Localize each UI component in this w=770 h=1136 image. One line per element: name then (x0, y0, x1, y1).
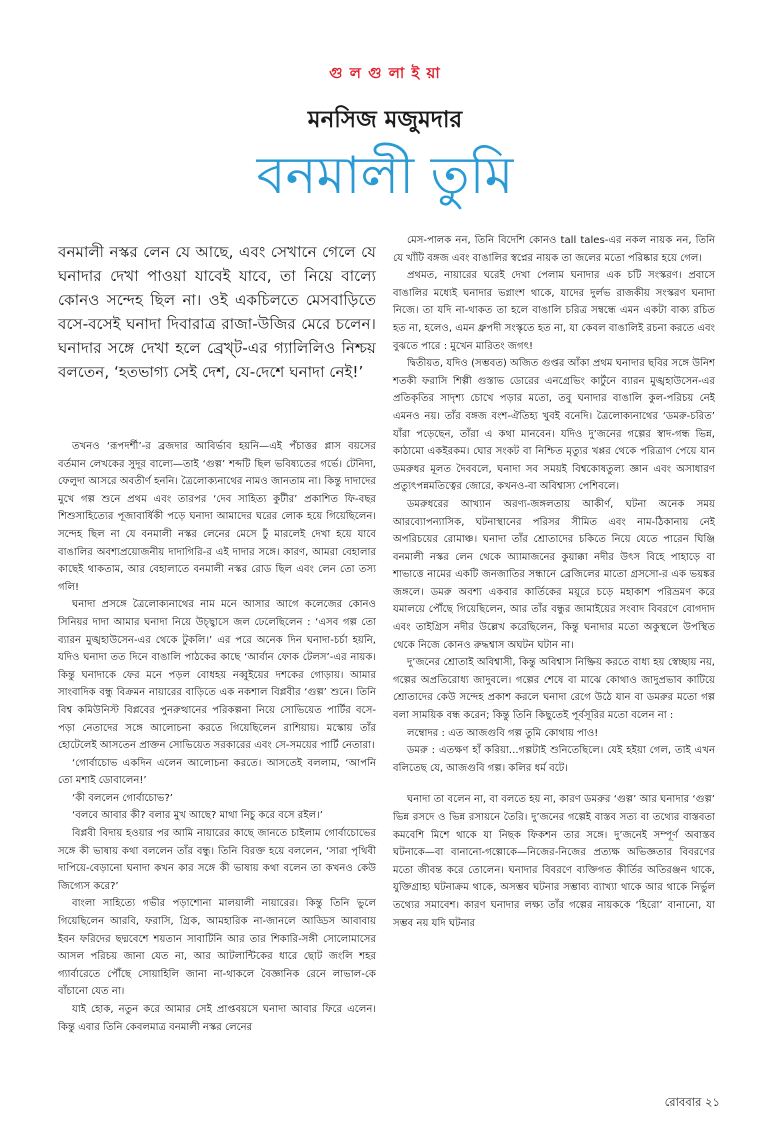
lead-paragraph: বনমালী নস্কর লেন যে আছে, এবং সেখানে গেলে যে ঘনাদার দেখা পাওয়া যাবেই যাবে, তা নিয়ে বাল্যে কোনও সন্দেহ ছিল না। ওই একচিলতে মেসবাড়িতে বসে-বসেই ঘনাদা দিবারাত্র রাজা-উজির মেরে চলেন। ঘনাদার সঙ্গে দেখা হলে ব্রেখ্‌ট-এর গ্যালিলিও নিশ্চয় বলতেন, ‘হতভাগ্য সেই দেশ, যে-দেশে ঘনাদা নেই!’ (58, 243, 376, 381)
body-paragraph: ‘বলবে আবার কী? বলার মুখ আছে? মাথা নিচু করে বসে রইল।’ (72, 810, 323, 822)
body-paragraph: বিপ্লবী বিদায় হওয়ার পর আমি নায়ারের কাছে জানতে চাইলাম গোর্বাচোভের সঙ্গে কী ভাষায় কথা বললেন তাঁর বন্ধু। তিনি বিরক্ত হয়ে বললেন, ‘সারা পৃথিবী দাপিয়ে-বেড়ানো ঘনাদা কখন কার সঙ্গে কী ভাষায় কথা বলেন তা কখনও কেউ জিগ্যেস করে?’ (58, 828, 376, 892)
body-paragraph: দু’জনের শ্রোতাই অবিশ্বাসী, কিন্তু অবিশ্বাস নিষ্ক্রিয় করতে বাধ্য হয় স্বেচ্ছায় নয়, গল্পের অপ্রতিরোধ্য জাদুবলে। গল্পের শেষে বা মাঝে কোথাও জাদুপ্রভাব কাটিয়ে শ্রোতাদের কেউ সন্দেহ প্রকাশ করলে ঘনাদা রেগে উঠে যান বা ডমরুর মতো গল্প বলা সাময়িক বন্ধ করেন; কিন্তু তিনি কিছুতেই পূর্বসূরির মতো বলেন না : (393, 657, 715, 722)
article-title: বনমালী তুমি (256, 146, 514, 206)
body-paragraph: প্রথমত, নায়ারের ঘরেই দেখা পেলাম ঘনাদার এক চটি সংস্করণ। প্রবাসে বাঙালির মধ্যেই ঘনাদার ভগ্নাংশ থাকে, যাদের দুর্লভ রাজকীয় সংস্করণ ঘনাদা নিজে। তা যদি না-থাকত তা হলে বাঙালি চরিত্র সম্বন্ধে এমন একটা বাক্য রচিত হত না, হলেও, এমন ধ্রুপদী সংস্কৃতে হত না, যা কেবল বাঙালিই রচনা করতে এবং বুঝতে পারে : মুখেন মারিতং জগৎ! (393, 270, 715, 352)
body-paragraph: ‘কী বললেন গোর্বাচোভ?’ (72, 792, 174, 804)
body-paragraph: যাই হোক, নতুন করে আমার সেই প্রাপ্তবয়সে ঘনাদা আবার ফিরে এলেন। কিন্তু এবার তিনি কেবলমাত্র বনমালী নস্কর লেনের (58, 1004, 376, 1033)
body-paragraph: ‘গোর্বাচোভ একদিন এলেন আলোচনা করতে। আসতেই বললাম, ‘আপনি তো মশাই ডোবালেন!’ (58, 757, 376, 787)
dialogue-line: লম্বোদর : এত আজগুবি গল্প তুমি কোথায় পাও! (407, 727, 599, 739)
dialogue-line: ডমরু : এতক্ষণ হাঁ করিয়া...গল্পটাই শুনিতেছিলে। যেই হইয়া গেল, তাই এখন বলিতেছ যে, আজগুবি গল্প। কলির ধর্ম বটে। (393, 745, 715, 774)
author-name: মনসিজ মজুমদার (307, 107, 463, 133)
body-paragraph: ডমরুধরের আখ্যান অরণ্য-জঙ্গলতায় আকীর্ণ, ঘটনা অনেক সময় আরব্যোপন্যাসিক, ঘটনাস্থানের পরিসর সীমিত এবং নাম-ঠিকানায় নেই অপরিচয়ের রোমাঞ্চ। ঘনাদা তাঁর শ্রোতাদের চকিতে নিয়ে যেতে পারেন ঘিঞ্জি বনমালী নস্কর লেন থেকে অ্যামাজনের কুয়াক্কা নদীর উৎস বিহে পাহাড়ে বা শাভাত্তে নামের একটি জনজাতির সন্ধানে ব্রেজিলের মাতো গ্রসসো-র এক ভয়ঙ্কর জঙ্গলে। ডমরু অবশ্য একবার কার্তিকের ময়ূরে চড়ে মহাকাশ পরিভ্রমণ করে যমালয়ে পৌঁছে গিয়েছিলেন, আর তাঁর বন্ধুর জামাইয়ের সংবাদ বিবরণে বোগদাদ এবং তাইগ্রিস নদীর উল্লেখ করেছিলেন, কিন্তু ঘনাদার মতো অকুস্থলে উপস্থিত থেকে নিজে কোনও রুদ্ধশ্বাস অঘটন ঘটান না। (393, 498, 715, 651)
body-paragraph: মেস-পালক নন, তিনি বিদেশি কোনও tall tales-এর নকল নায়ক নন, তিনি যে খাঁটি বঙ্গজ এবং বাঙালির স্বপ্নের নায়ক তা জলের মতো পরিষ্কার হয়ে গেল। (393, 235, 715, 264)
body-paragraph: বাংলা সাহিত্যে গভীর পড়াশোনা মালয়ালী নায়ারের। কিন্তু তিনি ভুলে গিয়েছিলেন আরবি, ফরাসি, গ্রিক, আমহারিক না-জানলে আড্ডিস আবাবায় ইবন ফরিদের ছদ্মবেশে শয়তান সাবাটিনি আর তার শিকারি-সঙ্গী সোলোমাসের আসল পরিচয় জানা যেত না, আর আটলান্টিকের ধারে ছোট জংলি শহর গ্যার্বারেতে পৌঁছে সোয়াহিলি জানা না-থাকলে বৈজ্ঞানিক রেনে লাভাল-কে বাঁচানো যেত না। (58, 898, 376, 998)
page-folio: রোববার ২১ (664, 1095, 720, 1109)
body-paragraph: তখনও ‘রূপদর্শী’-র ব্রজদার আবির্ভাব হয়নি—এই পঁচাত্তর প্লাস বয়সের বর্তমান লেখকের সুদূর বাল্যে—তাই ‘গুল্প’ শব্দটি ছিল ভবিষ্যতের গর্ভে। টেনিদা, ফেলুদা আসরে অবতীর্ণ হননি। ত্রৈলোক্যনাথের নামও জানতাম না। কিন্তু দাদাদের মুখে গল্প শুনে প্রথম এবং তারপর ‘দেব সাহিত্য কুটীর’ প্রকাশিত ফি-বছর শিশুসাহিত্যের পূজাবার্ষিকী পড়ে ঘনাদা আমাদের ঘরের লোক হয়ে গিয়েছিলেন। সন্দেহ ছিল না যে বনমালী নস্কর লেনের মেসে ঢুঁ মারলেই দেখা হয়ে যাবে বাঙালির অবশ্যপ্রয়োজনীয় দাদাগিরি-র এই দাদার সঙ্গে। কারণ, আমরা বেহালার কাছেই থাকতাম, আর বেহালাতে বনমালী নস্কর রোড ছিল এবং লেন তো তস্য গলি! (58, 441, 376, 593)
body-paragraph: ঘনাদা প্রসঙ্গে ত্রৈলোক্যনাথের নাম মনে আসার আগে কলেজের কোনও সিনিয়র দাদা আমার ঘনাদা নিয়ে উচ্ছ্বাসে জল ঢেলেছিলেন : ‘এসব গল্প তো ব্যারন মুঙ্খহাউসেন-এর থেকে টুকলি।’ এর পরে অনেক দিন ঘনাদা-চর্চা হয়নি, যদিও ঘনাদা তত দিনে বাঙালি পাঠকের কাছে ‘আর্বান ফোক টেলস’-এর নায়ক। কিন্তু ঘনাদাকে ফের মনে পড়ল বোধহয় নব্বুইয়ের দশকের গোড়ায়। আমার সাংবাদিক বন্ধু বিক্রমন নায়ারের বাড়িতে এক নকশাল বিপ্লবীর ‘গুল্প’ শুনে। তিনি বিশ্ব কমিউনিস্ট বিপ্লবের পুনরুত্থানের পরিকল্পনা নিয়ে সোভিয়েত পার্টির বসে-পড়া নেতাদের সঙ্গে আলোচনা করতে গিয়েছিলেন রাশিয়ায়। মস্কোয় তাঁর হোটেলেই আসতেন প্রাক্তন সোভিয়েত সরকারের এবং সে-সময়ের পার্টি নেতারা। (58, 599, 376, 752)
right-column (393, 232, 715, 932)
section-kicker: গু ল গু লা ই য়া (329, 64, 441, 82)
left-column (58, 438, 376, 1036)
body-paragraph: দ্বিতীয়ত, যদিও (সম্ভবত) অজিত গুপ্তর আঁকা প্রথম ঘনাদার ছবির সঙ্গে উনিশ শতকী ফরাসি শিল্পী গুস্তাভ ডোরের এনগ্রেভিং কার্টুনে ব্যারন মুঙ্খহাউসেন-এর প্রতিকৃতির সাদৃশ্য চোখে পড়ার মতো, তবু ঘনাদার বাঙালি কুল-পরিচয় নেই এমনও নয়। তাঁর বঙ্গজ বংশ-ঐতিহ্য খুবই বনেদি। ত্রৈলোক্যনাথের ‘ডমরু-চরিত’ যাঁরা পড়েছেন, তাঁরা এ কথা মানবেন। যদিও দু’জনের গল্পের স্বাদ-গন্ধ ভিন্ন, কাঠামো একইরকম। ঘোর সংকট বা নিশ্চিত মৃত্যুর খপ্পর থেকে পরিত্রাণ পেয়ে যান ডমরুধর মূলত দৈববলে, ঘনাদা সব সময়ই বিশ্বকোষতুল্য জ্ঞান এবং অসাধারণ প্রত্যুৎপন্নমতিত্বের জোরে, কখনও-বা অবিশ্বাস্য পেশিবলে। (393, 358, 715, 493)
body-paragraph: ঘনাদা তা বলেন না, বা বলতে হয় না, কারণ ডমরুর ‘গুল্প’ আর ঘনাদার ‘গুল্প’ ভিন্ন রসদে ও ভিন্ন রসায়নে তৈরি। দু’জনের গল্পেই বাস্তব সত্য বা তথ্যের বাস্তবতা কমবেশি মিশে থাকে যা নিছক ফিকশন তার সঙ্গে। দু’জনেই সম্পূর্ণ অবাস্তব ঘটনাকে—বা বানানো-গল্পোকে—নিজের-নিজের প্রত্যক্ষ অভিজ্ঞতার বিবরণের মতো জীবন্ত করে তোলেন। ঘনাদার বিবরণে ব্যক্তিগত কীর্তির অতিরঞ্জন থাকে, যুক্তিগ্রাহ্য ঘটনাক্রম থাকে, অসম্ভব ঘটনার সম্ভাব্য ব্যাখ্যা থাকে আর থাকে নির্ভুল তথ্যের সমাবেশ। কারণ ঘনাদার লক্ষ্য তাঁর গল্পের নায়ককে ‘হিরো’ বানানো, যা সম্ভব নয় যদি ঘটনার (393, 794, 715, 929)
